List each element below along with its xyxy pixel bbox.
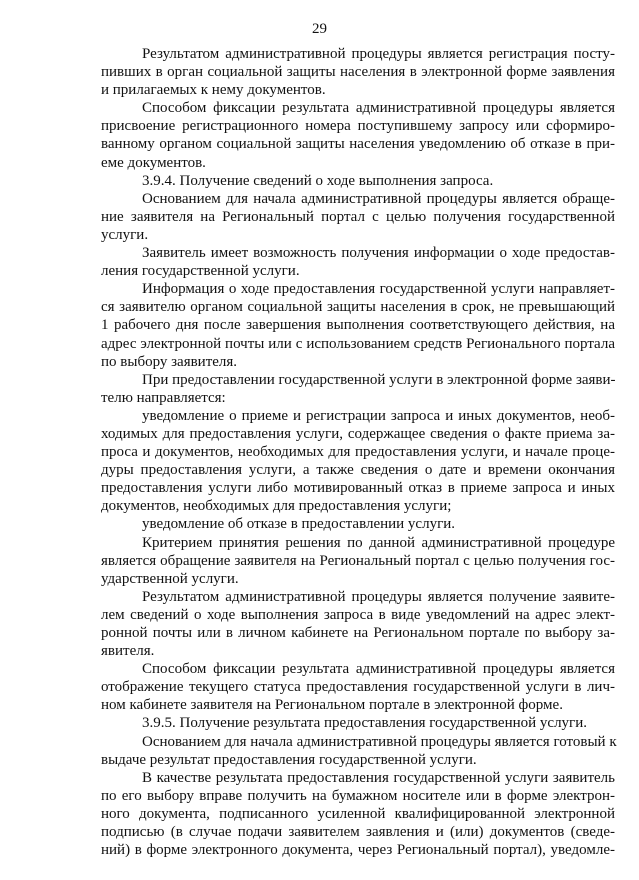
paragraph-line: лем сведений о ходе выполнения запроса в виде уведомлений на адрес элект- bbox=[101, 606, 615, 623]
paragraph-line: ронной почты или в личном кабинете на Региональном портале по выбору за- bbox=[101, 625, 615, 641]
paragraph bbox=[101, 45, 615, 99]
paragraph-line: Основанием для начала административной процедуры является готовый к bbox=[142, 733, 617, 750]
paragraph-line: ся заявителю органом социальной защиты населения в срок, не превышающий bbox=[101, 299, 615, 316]
paragraph-line: явителя. bbox=[101, 643, 155, 660]
paragraph-line: проса и документов, необходимых для предоставления услуги, и начале проце- bbox=[101, 444, 615, 461]
paragraph-line: 3.9.5. Получение результата предоставления государственной услуги. bbox=[142, 715, 587, 732]
paragraph bbox=[101, 733, 615, 769]
paragraph bbox=[101, 99, 615, 171]
paragraph-line: ние заявителя на Региональный портал с целью получения государственной bbox=[101, 208, 615, 225]
paragraph-line: является обращение заявителя на Региональный портал с целью получения гос- bbox=[101, 552, 615, 569]
paragraph-line: документов, необходимых для предоставления услуги; bbox=[101, 498, 452, 515]
paragraph-line: пивших в орган социальной защиты населения в электронной форме заявления bbox=[101, 64, 615, 81]
paragraph-line: Способом фиксации результата административной процедуры является bbox=[142, 661, 615, 678]
page-number: 29 bbox=[312, 21, 327, 37]
paragraph bbox=[101, 407, 615, 516]
paragraph-line: ном кабинете заявителя на Региональном портале в электронной форме. bbox=[101, 697, 563, 714]
paragraph-line: ний) в форме электронного документа, через Региональный портал), уведомле- bbox=[101, 842, 615, 859]
paragraph bbox=[101, 190, 615, 244]
paragraph-line: предоставления услуги либо мотивированный отказ в приеме запроса и иных bbox=[101, 480, 615, 497]
paragraph-line: В качестве результата предоставления государственной услуги заявитель bbox=[142, 769, 615, 786]
document-body bbox=[101, 45, 615, 859]
paragraph-line: выдаче результат предоставления государственной услуги. bbox=[101, 751, 477, 768]
paragraph-line: услуги. bbox=[101, 226, 149, 243]
paragraph bbox=[101, 172, 615, 190]
paragraph-line: уведомление о приеме и регистрации запроса и иных документов, необ- bbox=[142, 407, 615, 424]
paragraph-line: телю направляется: bbox=[101, 389, 226, 406]
paragraph-line: по выбору заявителя. bbox=[101, 353, 238, 370]
paragraph-line: Способом фиксации результата административной процедуры является bbox=[142, 100, 615, 117]
paragraph bbox=[101, 280, 615, 370]
paragraph-line: Основанием для начала административной процедуры является обраще- bbox=[142, 190, 615, 207]
paragraph bbox=[101, 244, 615, 280]
paragraph-line: При предоставлении государственной услуги в электронной форме заяви- bbox=[142, 371, 616, 388]
paragraph-line: 1 рабочего дня после завершения выполнения соответствующего действия, на bbox=[101, 317, 615, 334]
paragraph-line: присвоение регистрационного номера поступившему запросу или сформиро- bbox=[101, 118, 615, 135]
paragraph bbox=[101, 714, 615, 732]
paragraph bbox=[101, 769, 615, 859]
paragraph-line: дуры предоставления услуги, а также сведения о дате и времени окончания bbox=[101, 462, 615, 479]
paragraph bbox=[101, 515, 615, 533]
paragraph-line: ходимых для предоставления услуги, содержащее сведения о факте приема за- bbox=[101, 425, 615, 442]
paragraph-line: Информация о ходе предоставления государственной услуги направляет- bbox=[142, 281, 615, 298]
paragraph bbox=[101, 371, 615, 407]
paragraph bbox=[101, 660, 615, 714]
paragraph-line: ванному органом социальной защиты населения уведомлению об отказе в при- bbox=[101, 136, 615, 153]
paragraph-line: Критерием принятия решения по данной административной процедуре bbox=[142, 534, 615, 551]
paragraph-line: уведомление об отказе в предоставлении услуги. bbox=[142, 516, 456, 533]
paragraph-line: ударственной услуги. bbox=[101, 570, 239, 587]
paragraph-line: ного документа, подписанного усиленной квалифицированной электронной bbox=[101, 805, 615, 822]
paragraph-line: по его выбору вправе получить на бумажном носителе или в форме электрон- bbox=[101, 787, 615, 804]
paragraph-line: отображение текущего статуса предоставления государственной услуги в лич- bbox=[101, 679, 615, 696]
paragraph-line: Заявитель имеет возможность получения информации о ходе предостав- bbox=[142, 245, 615, 262]
paragraph-line: подписью (в случае подачи заявителем заявления и (или) документов (сведе- bbox=[101, 824, 615, 841]
paragraph-line: Результатом административной процедуры является получение заявите- bbox=[142, 588, 615, 605]
paragraph-line: еме документов. bbox=[101, 154, 206, 171]
paragraph bbox=[101, 588, 615, 660]
paragraph-line: и прилагаемых к нему документов. bbox=[101, 82, 326, 99]
paragraph-line: Результатом административной процедуры является регистрация посту- bbox=[142, 46, 615, 62]
paragraph-line: адрес электронной почты или с использованием средств Регионального портала bbox=[101, 335, 615, 352]
paragraph bbox=[101, 534, 615, 588]
paragraph-line: 3.9.4. Получение сведений о ходе выполнения запроса. bbox=[142, 172, 494, 189]
paragraph-line: ления государственной услуги. bbox=[101, 263, 300, 280]
